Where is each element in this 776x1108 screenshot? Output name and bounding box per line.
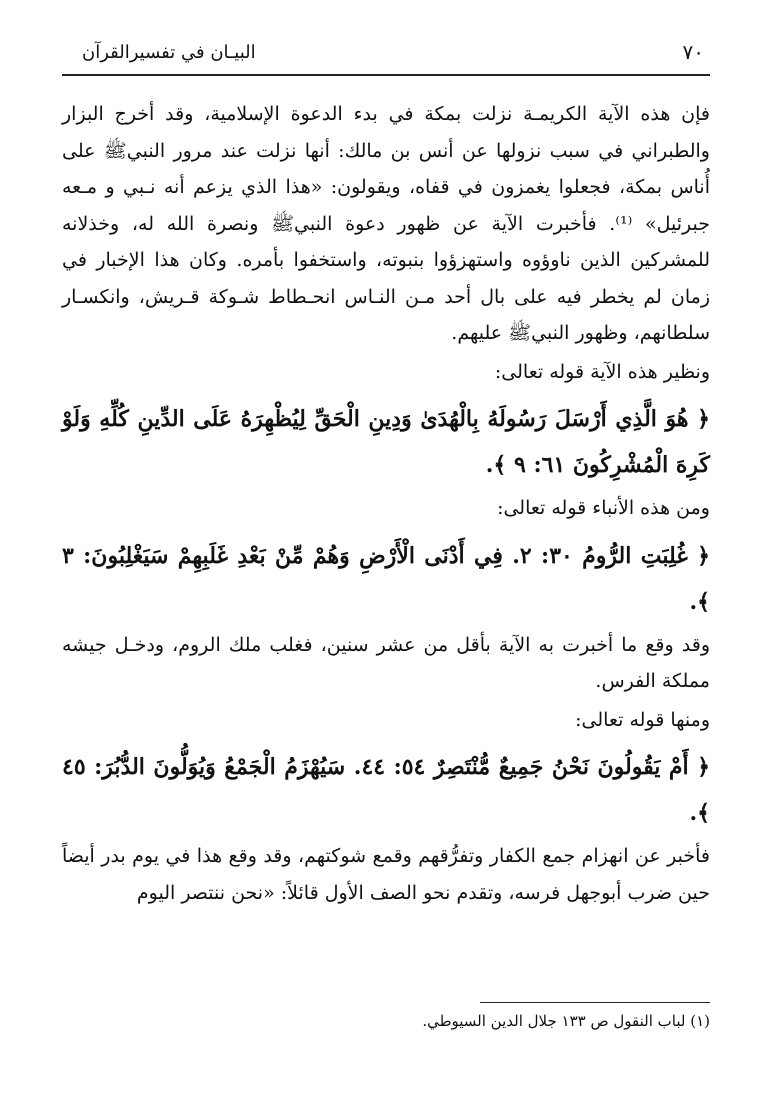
footnote-divider: [480, 1002, 710, 1003]
quran-verse-2: ﴿ غُلِبَتِ الرُّومُ ٣٠: ٢. فِي أَدْنَى الْأَرْضِ وَهُمْ مِّنْ بَعْدِ غَلَبِهِمْ سَيَغْلِبُونَ: ٣ ﴾.: [62, 542, 710, 615]
running-title: البيـان في تفسيرالقرآن: [82, 42, 256, 63]
paragraph-verse-intro-3: ومنها قوله تعالى:: [575, 708, 710, 731]
footnote: (١) لباب النقول ص ١٣٣ جلال الدين السيوطي.: [422, 1012, 710, 1030]
page-number: ٧٠: [682, 40, 704, 64]
page: [62, 0, 710, 1108]
paragraph-verse-intro-2: ومن هذه الأنباء قوله تعالى:: [497, 497, 710, 519]
paragraph-rome-fulfillment: وقد وقع ما أخبرت به الآية بأقل من عشر سنين، فغلب ملك الروم، ودخـل جيشه مملكة الفرس.: [62, 633, 710, 692]
paragraph-verse-intro-1: ونظير هذه الآية قوله تعالى:: [494, 360, 710, 383]
paragraph-revelation-context: فإن هذه الآية الكريمـة نزلت بمكة في بدء الدعوة الإسلامية، وقد أخرج البزار والطبراني في سبب نزولها عن أنس بن مالك: أنها نزلت عند مرور النبيﷺ على أُناس بمكة، فجعلوا يغمزون في قفاه، ويقولون: «هذا الذي يزعم أنه نـبي و مـعه جبرئيل» ⁽¹⁾. فأخبرت الآية عن ظهور دعوة النبيﷺ ونصرة الله له، وخذلانه للمشركين الذين ناوؤوه واستهزؤوا بنبوته، واستخفوا بأمره. وكان هذا الإخبار في زمان لم يخطر فيه على بال أحد مـن النـاس انحـطاط شـوكة قـريش، وانكسـار سلطانهم، وظهور النبيﷺ عليهم.: [62, 103, 710, 344]
quran-verse-3: ﴿ أَمْ يَقُولُونَ نَحْنُ جَمِيعٌ مُّنْتَصِرٌ ٥٤: ٤٤. سَيُهْزَمُ الْجَمْعُ وَيُوَلُّونَ الدُّبُرَ: ٤٥ ﴾.: [62, 754, 711, 826]
page-header: [62, 34, 710, 76]
body-text: [62, 96, 710, 911]
quran-verse-1: ﴿ هُوَ الَّذِي أَرْسَلَ رَسُولَهُ بِالْهُدَىٰ وَدِينِ الْحَقِّ لِيُظْهِرَهُ عَلَى الدِّينِ كُلِّهِ وَلَوْ كَرِهَ الْمُشْرِكُونَ ٦١: ٩ ﴾.: [62, 406, 710, 478]
paragraph-badr-fulfillment: فأخبر عن انهزام جمع الكفار وتفرُّقهم وقمع شوكتهم، وقد وقع هذا في يوم بدر أيضاً حين ضرب أبوجهل فرسه، وتقدم نحو الصف الأول قائلاً: «نحن ننتصر اليوم: [62, 845, 710, 904]
